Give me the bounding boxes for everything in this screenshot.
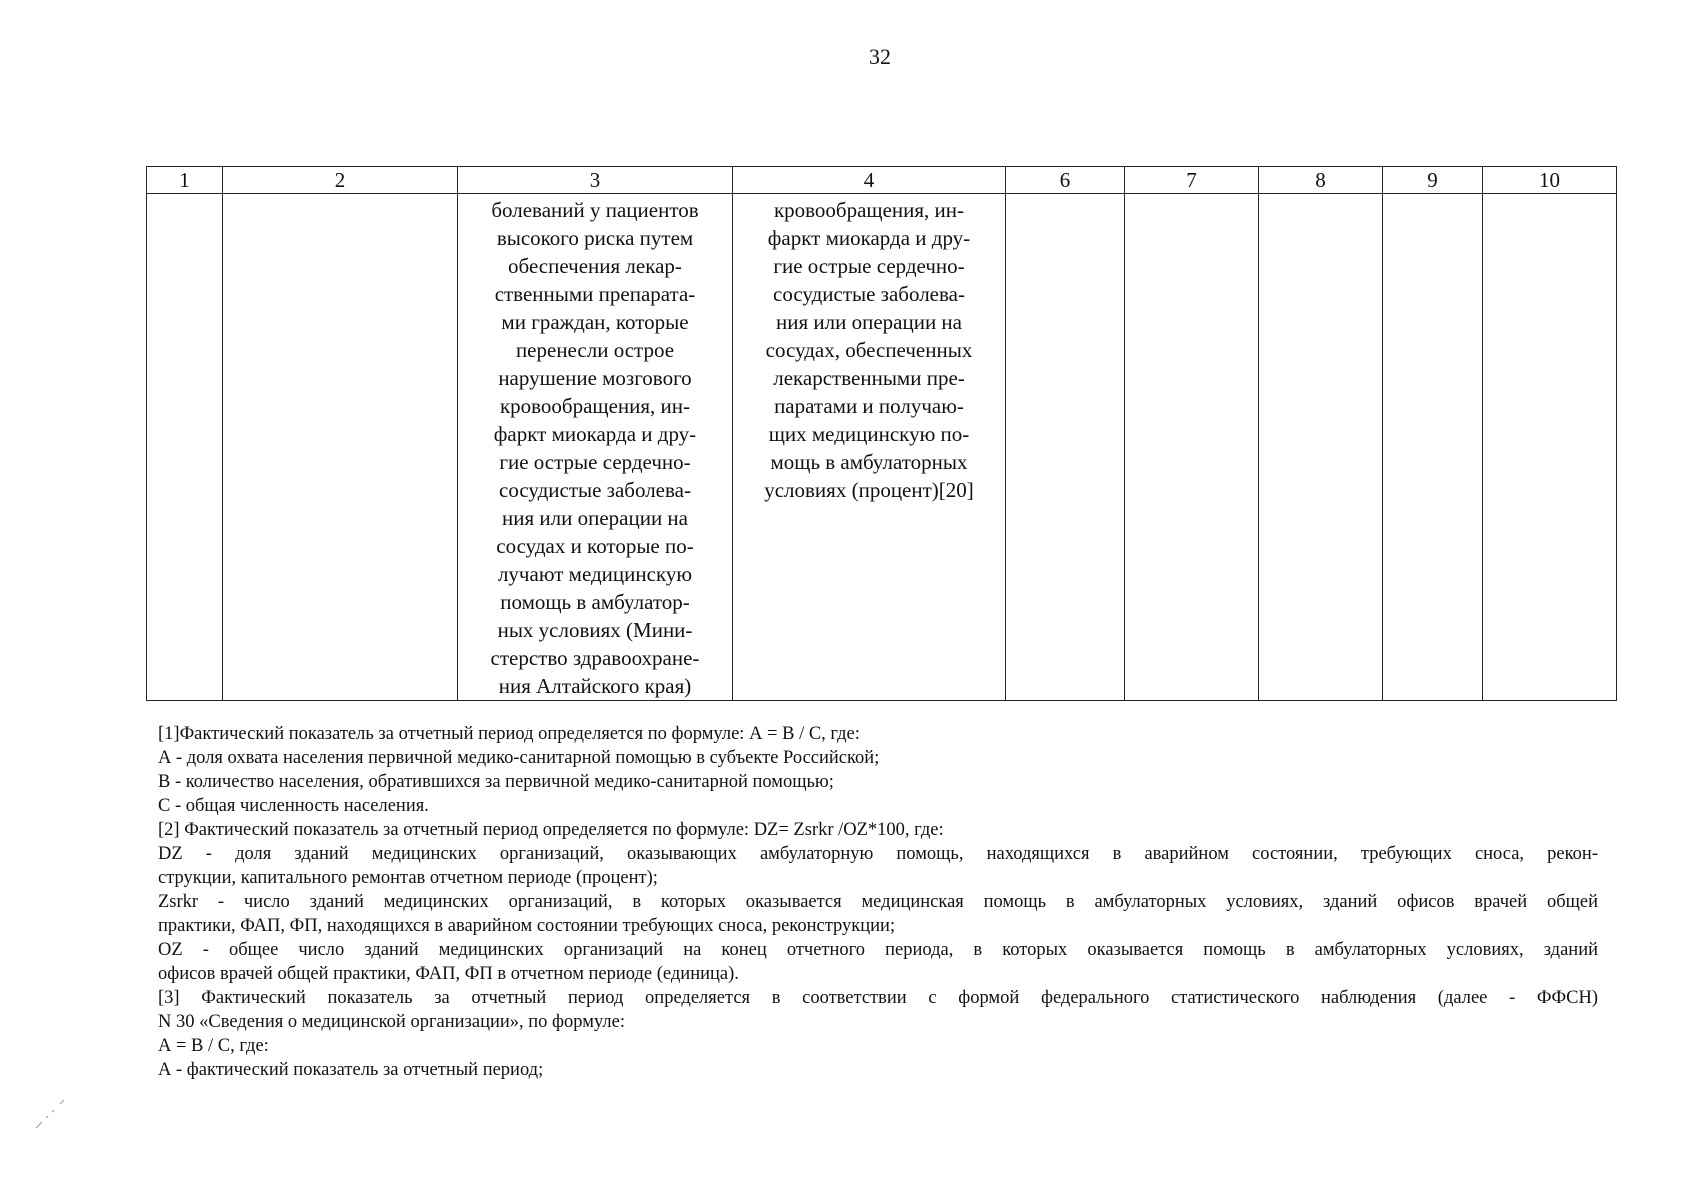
cell-text-line: обеспечения лекар- <box>508 254 682 278</box>
cell-text-line: ми граждан, которые <box>501 310 689 334</box>
cell-text-line: гие острые сердечно- <box>773 254 965 278</box>
cell-text-line: стерство здравоохране- <box>490 646 700 670</box>
cell-col-10 <box>1483 194 1617 701</box>
cell-col-1 <box>147 194 223 701</box>
cell-text-line: ственными препарата- <box>494 282 696 306</box>
header-col-2: 2 <box>223 167 458 194</box>
footnote-line: В - количество населения, обратившихся за первичной медико-санитарной помощью; <box>158 772 834 792</box>
cell-col-4 <box>733 194 1006 701</box>
footnote-line: струкции, капитального ремонтав отчетном периоде (процент); <box>158 868 658 888</box>
footnote-line: офисов врачей общей практики, ФАП, ФП в отчетном периоде (единица). <box>158 964 739 984</box>
cell-text-line: кровообращения, ин- <box>773 198 965 222</box>
cell-text-line: гие острые сердечно- <box>499 450 691 474</box>
cell-col-6 <box>1006 194 1125 701</box>
cell-text-line: лучают медицинскую <box>497 562 693 586</box>
footnote-line: [3] Фактический показатель за отчетный период определяется в соответствии с формой федерального статистического наблюдения (далее - ФФСН) <box>158 988 1598 1008</box>
cell-text-line: болеваний у пациентов <box>491 198 699 222</box>
cell-text-line: ния или операции на <box>502 506 688 530</box>
cell-text-line: сосудах, обеспеченных <box>765 338 973 362</box>
page-number: 32 <box>869 44 891 69</box>
cell-text-line: нарушение мозгового <box>498 366 692 390</box>
cell-text-line: ния Алтайского края) <box>498 674 692 698</box>
footnote-line: А - доля охвата населения первичной медико-санитарной помощью в субъекте Российской; <box>158 748 880 768</box>
cell-text-line: щих медицинскую по- <box>768 422 970 446</box>
header-col-1: 1 <box>147 167 223 194</box>
cell-col-9 <box>1383 194 1483 701</box>
cell-col-2 <box>223 194 458 701</box>
cell-text-line: фаркт миокарда и дру- <box>493 422 697 446</box>
col3-text <box>458 194 732 700</box>
footnote-line: DZ - доля зданий медицинских организаций, оказывающих амбулаторную помощь, находящихся в аварийном состоянии, требующих сноса, рекон- <box>158 844 1598 864</box>
col4-text <box>733 194 1005 504</box>
footnote-line: С - общая численность населения. <box>158 796 429 816</box>
header-col-6: 6 <box>1006 167 1125 194</box>
cell-text-line: кровообращения, ин- <box>499 394 691 418</box>
header-col-4: 4 <box>733 167 1006 194</box>
cell-text-line: помощь в амбулатор- <box>500 590 690 614</box>
table-header-row <box>147 167 1617 194</box>
footnote-line: практики, ФАП, ФП, находящихся в аварийном состоянии требующих сноса, реконструкции; <box>158 916 896 936</box>
footnote-line: OZ - общее число зданий медицинских организаций на конец отчетного периода, в которых оказывается помощь в амбулаторных условиях, зданий <box>158 940 1598 960</box>
header-col-8: 8 <box>1259 167 1383 194</box>
footnote-line: [1]Фактический показатель за отчетный период определяется по формуле: А = В / С, где: <box>158 724 860 744</box>
footnote-line: [2] Фактический показатель за отчетный период определяется по формуле: DZ= Zsrkr /OZ*100, где: <box>158 820 944 840</box>
table-row <box>147 194 1617 701</box>
cell-text-line: перенесли острое <box>515 338 675 362</box>
header-col-3: 3 <box>458 167 733 194</box>
cell-text-line: фаркт миокарда и дру- <box>767 226 971 250</box>
cell-text-line: сосудистые заболева- <box>773 282 965 306</box>
cell-text-line: высокого риска путем <box>496 226 694 250</box>
scan-artifact-mark <box>34 1092 74 1132</box>
indicators-table <box>146 166 1617 701</box>
footnotes <box>158 722 1598 1082</box>
header-col-7: 7 <box>1125 167 1259 194</box>
cell-text-line: паратами и получаю- <box>774 394 964 418</box>
footnote-line: А - фактический показатель за отчетный период; <box>158 1060 544 1080</box>
footnote-line: А = В / С, где: <box>158 1036 269 1056</box>
cell-col-7 <box>1125 194 1259 701</box>
cell-col-3 <box>458 194 733 701</box>
cell-text-line: ных условиях (Мини- <box>497 618 693 642</box>
cell-text-line: лекарственными пре- <box>773 366 965 390</box>
cell-text-line: мощь в амбулаторных <box>770 450 968 474</box>
cell-col-8 <box>1259 194 1383 701</box>
cell-text-line: условиях (процент)[20] <box>764 478 974 502</box>
footnote-line: N 30 «Сведения о медицинской организации», по формуле: <box>158 1012 625 1032</box>
footnote-line: Zsrkr - число зданий медицинских организаций, в которых оказывается медицинская помощь в амбулаторных условиях, зданий офисов врачей общей <box>158 892 1598 912</box>
header-col-10: 10 <box>1483 167 1617 194</box>
cell-text-line: сосудах и которые по- <box>496 534 694 558</box>
header-col-9: 9 <box>1383 167 1483 194</box>
cell-text-line: сосудистые заболева- <box>499 478 691 502</box>
cell-text-line: ния или операции на <box>776 310 962 334</box>
